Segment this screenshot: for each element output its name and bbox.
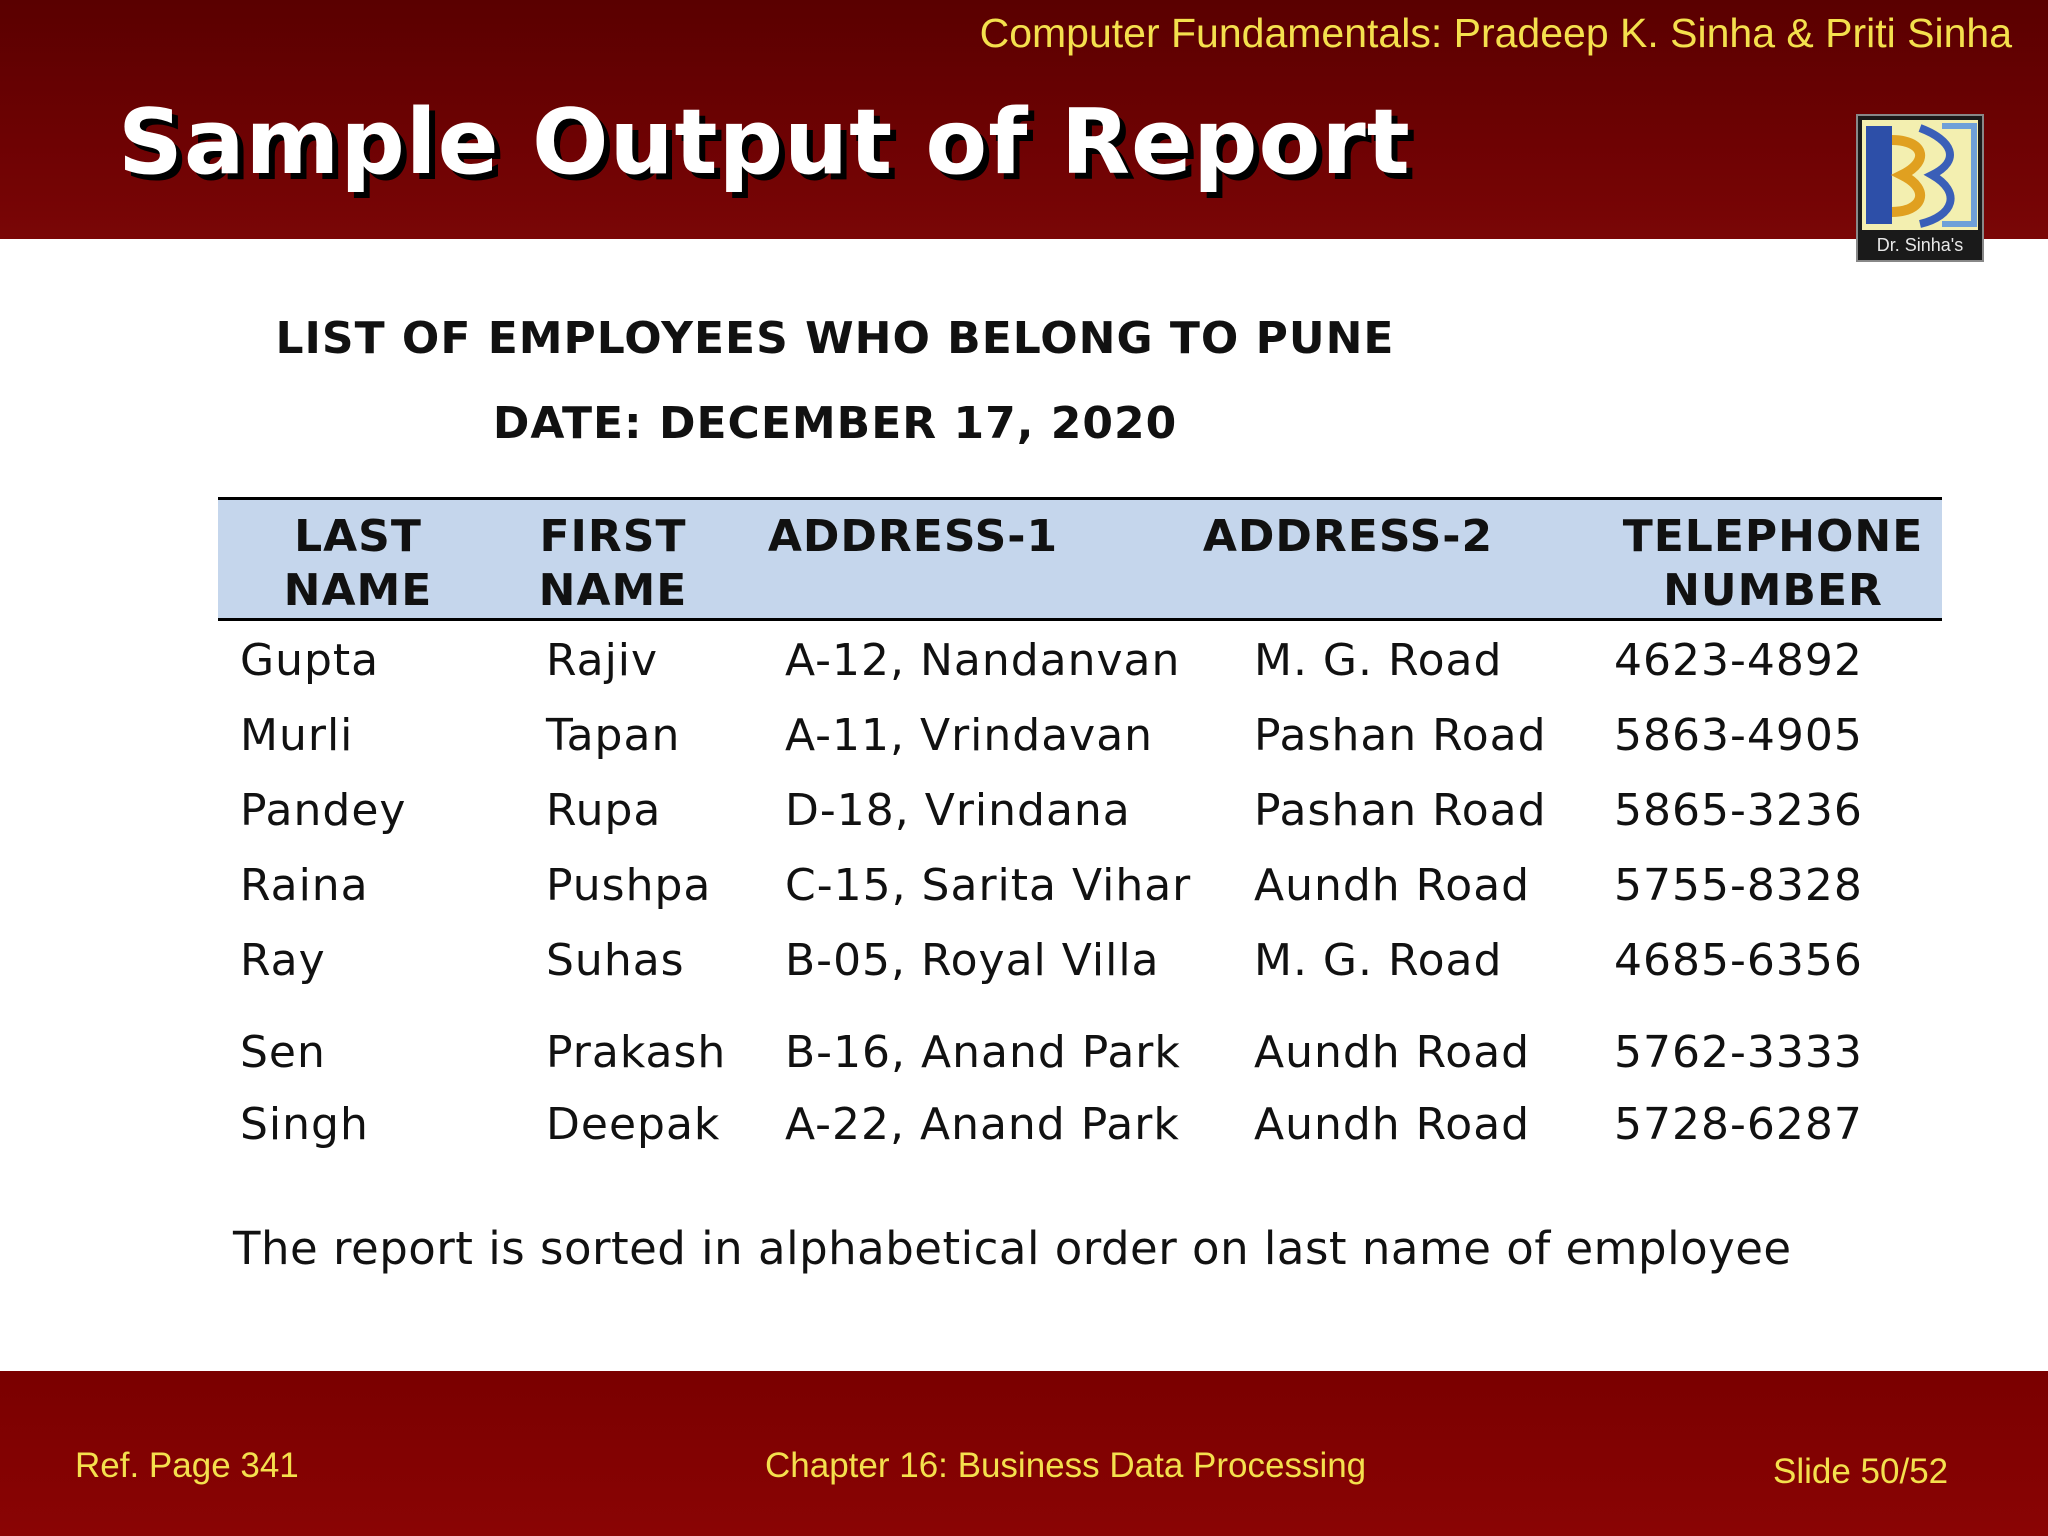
cell-first-name: Tapan bbox=[546, 710, 681, 761]
cell-address-1: A-12, Nandanvan bbox=[785, 635, 1181, 686]
report-date: DATE: DECEMBER 17, 2020 bbox=[492, 398, 1178, 449]
cell-first-name: Pushpa bbox=[546, 860, 712, 911]
cell-telephone: 4623-4892 bbox=[1614, 635, 1863, 686]
cell-address-1: C-15, Sarita Vihar bbox=[785, 860, 1192, 911]
table-row bbox=[218, 635, 1942, 695]
logo-graphic bbox=[1862, 120, 1978, 230]
logo-text: Dr. Sinha's bbox=[1876, 235, 1964, 255]
column-header-telephone bbox=[1613, 510, 1933, 618]
column-header-line: ADDRESS-2 bbox=[1202, 511, 1494, 562]
column-header-address-2 bbox=[1178, 510, 1518, 564]
cell-first-name: Rajiv bbox=[546, 635, 659, 686]
cell-last-name: Gupta bbox=[240, 635, 380, 686]
slide-title: Sample Output of Report bbox=[118, 90, 1411, 195]
cell-telephone: 4685-6356 bbox=[1614, 935, 1863, 986]
cell-telephone: 5755-8328 bbox=[1614, 860, 1863, 911]
slide-header bbox=[0, 0, 2048, 239]
table-row bbox=[218, 710, 1942, 770]
column-header-line: NAME bbox=[538, 565, 688, 616]
cell-address-1: A-11, Vrindavan bbox=[785, 710, 1154, 761]
cell-address-2: M. G. Road bbox=[1254, 935, 1503, 986]
table-row bbox=[218, 860, 1942, 920]
cell-address-2: Pashan Road bbox=[1254, 785, 1547, 836]
book-title: Computer Fundamentals: Pradeep K. Sinha & Priti Sinha bbox=[979, 10, 2012, 56]
column-header-line: TELEPHONE bbox=[1622, 511, 1924, 562]
slide-number: Slide 50/52 bbox=[1773, 1452, 1949, 1491]
chapter-title: Chapter 16: Business Data Processing bbox=[765, 1446, 1367, 1485]
cell-last-name: Raina bbox=[240, 860, 369, 911]
column-header-line: NAME bbox=[283, 565, 433, 616]
cell-last-name: Singh bbox=[240, 1099, 369, 1150]
report-heading: LIST OF EMPLOYEES WHO BELONG TO PUNE bbox=[275, 313, 1395, 364]
table-row bbox=[218, 935, 1942, 995]
column-header-line: ADDRESS-1 bbox=[767, 511, 1059, 562]
cell-telephone: 5762-3333 bbox=[1614, 1027, 1863, 1078]
employee-table bbox=[218, 497, 1942, 1150]
cell-last-name: Pandey bbox=[240, 785, 407, 836]
column-header-line: NUMBER bbox=[1663, 565, 1883, 616]
table-row bbox=[218, 785, 1942, 845]
cell-last-name: Ray bbox=[240, 935, 326, 986]
cell-first-name: Deepak bbox=[546, 1099, 721, 1150]
column-header-line: FIRST bbox=[539, 511, 687, 562]
cell-address-1: B-05, Royal Villa bbox=[785, 935, 1160, 986]
column-header-last-name bbox=[238, 510, 478, 618]
cell-address-1: D-18, Vrindana bbox=[785, 785, 1131, 836]
cell-first-name: Suhas bbox=[546, 935, 685, 986]
table-header bbox=[218, 497, 1942, 621]
cell-telephone: 5865-3236 bbox=[1614, 785, 1863, 836]
table-row bbox=[218, 1027, 1942, 1087]
cell-address-2: Aundh Road bbox=[1254, 860, 1531, 911]
cell-address-2: Aundh Road bbox=[1254, 1027, 1531, 1078]
cell-address-1: B-16, Anand Park bbox=[785, 1027, 1181, 1078]
cell-address-2: Pashan Road bbox=[1254, 710, 1547, 761]
cell-address-1: A-22, Anand Park bbox=[785, 1099, 1180, 1150]
column-header-address-1 bbox=[763, 510, 1063, 564]
cell-first-name: Rupa bbox=[546, 785, 662, 836]
sort-note: The report is sorted in alphabetical order on last name of employee bbox=[233, 1222, 1792, 1275]
cell-telephone: 5863-4905 bbox=[1614, 710, 1863, 761]
cell-address-2: Aundh Road bbox=[1254, 1099, 1531, 1150]
cell-last-name: Sen bbox=[240, 1027, 326, 1078]
cell-first-name: Prakash bbox=[546, 1027, 727, 1078]
logo bbox=[1856, 114, 1984, 262]
cell-telephone: 5728-6287 bbox=[1614, 1099, 1863, 1150]
cell-last-name: Murli bbox=[240, 710, 354, 761]
cell-address-2: M. G. Road bbox=[1254, 635, 1503, 686]
table-row bbox=[218, 1099, 1942, 1159]
column-header-first-name bbox=[518, 510, 708, 618]
column-header-line: LAST bbox=[294, 511, 422, 562]
ref-page: Ref. Page 341 bbox=[75, 1446, 299, 1485]
